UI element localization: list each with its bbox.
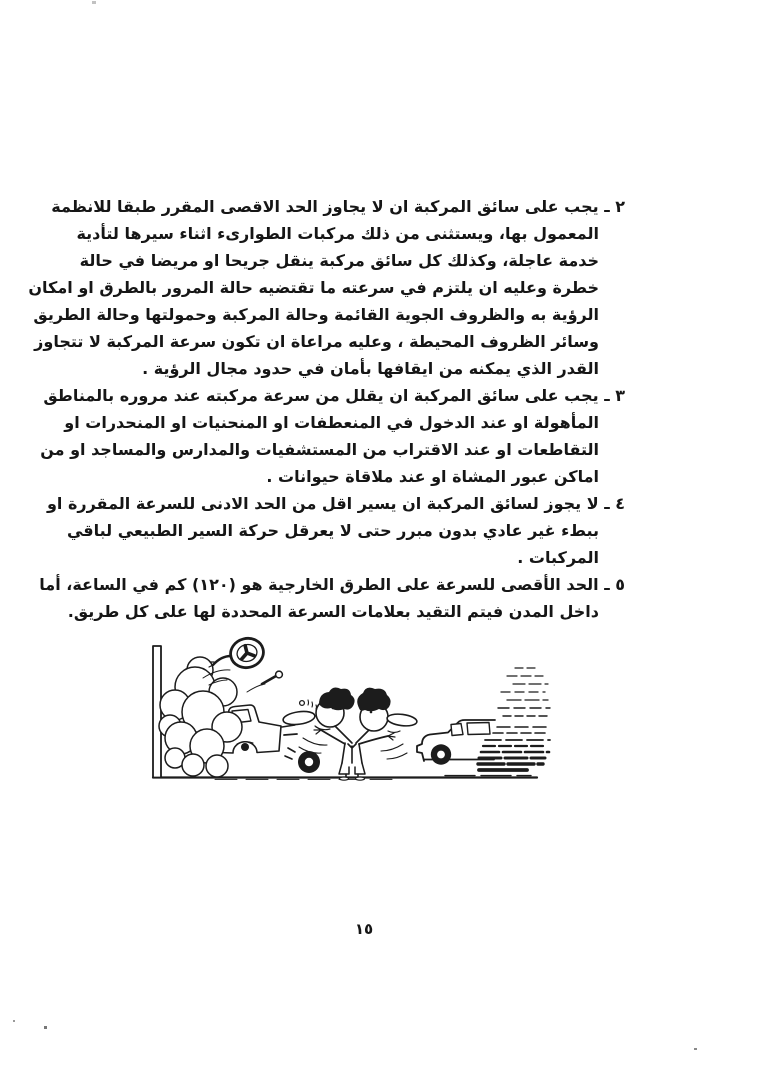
item-5-line-1: ٥ ـ الحد الأقصى للسرعة على الطرق الخارجية هو (١٢٠) كم في الساعة، أما: [39, 575, 625, 594]
item-4-line-1: ٤ ـ لا يجوز لسائق المركبة ان يسير اقل من الحد الادنى للسرعة المقررة او: [46, 494, 625, 513]
crash-cartoon-illustration: [145, 632, 555, 784]
item-3-line-2: المأهولة او عند الدخول في المنعطفات او المنحنيات او المنحدرات او: [64, 413, 599, 432]
item-2-line-7: القدر الذي يمكنه من ايقافها بأمان في حدود مجال الرؤية .: [142, 359, 599, 378]
item-5-line-2: داخل المدن فيتم التقيد بعلامات السرعة المحددة لها على كل طريق.: [67, 602, 599, 621]
item-2-line-2: المعمول بها، ويستثنى من ذلك مركبات الطوارىء اثناء سيرها لتأدية: [76, 224, 599, 243]
item-4-line-2: ببطء غير عادي بدون مبرر حتى لا يعرقل حركة السير الطبيعي لباقي: [66, 521, 599, 540]
speed-lines: [478, 668, 550, 770]
item-2-line-4: خطرة وعليه ان يلتزم في سرعته ما تقتضيه حالة المرور بالطرق او امكان: [28, 278, 599, 297]
body-text: [28, 193, 625, 625]
wall: [153, 646, 161, 778]
flying-bolt: [247, 671, 282, 692]
item-3-line-3: التقاطعات او عند الاقتراب من المستشفيات والمدارس والمساجد او من: [40, 440, 599, 459]
item-3-line-4: اماكن عبور المشاة او عند ملاقاة حيوانات .: [266, 467, 599, 486]
item-2-line-3: خدمة عاجلة، وكذلك كل سائق مركبة ينقل جريحا او مريضا في حالة: [79, 251, 599, 270]
page-number: ١٥: [354, 920, 374, 938]
scan-speck: [92, 1, 96, 4]
item-2-line-5: الرؤية به والظروف الجوية القائمة وحالة المركبة وحمولتها وحالة الطريق: [33, 305, 599, 324]
item-4-line-3: المركبات .: [517, 548, 599, 567]
item-3-line-1: ٣ ـ يجب على سائق المركبة ان يقلل من سرعة مركبته عند مروره بالمناطق: [43, 386, 625, 405]
scan-speck: [44, 1026, 47, 1029]
scan-speck: [13, 1020, 15, 1022]
scan-speck: [694, 1048, 697, 1050]
smoke-cloud: [159, 657, 242, 777]
item-2-line-1: ٢ ـ يجب على سائق المركبة ان لا يجاوز الحد الاقصى المقرر طبقا للانظمة: [51, 197, 625, 216]
item-2-line-6: وسائر الظروف المحيطة ، وعليه مراعاة ان تكون سرعة المركبة لا تتجاوز: [34, 332, 599, 351]
loose-tire: [285, 748, 320, 773]
